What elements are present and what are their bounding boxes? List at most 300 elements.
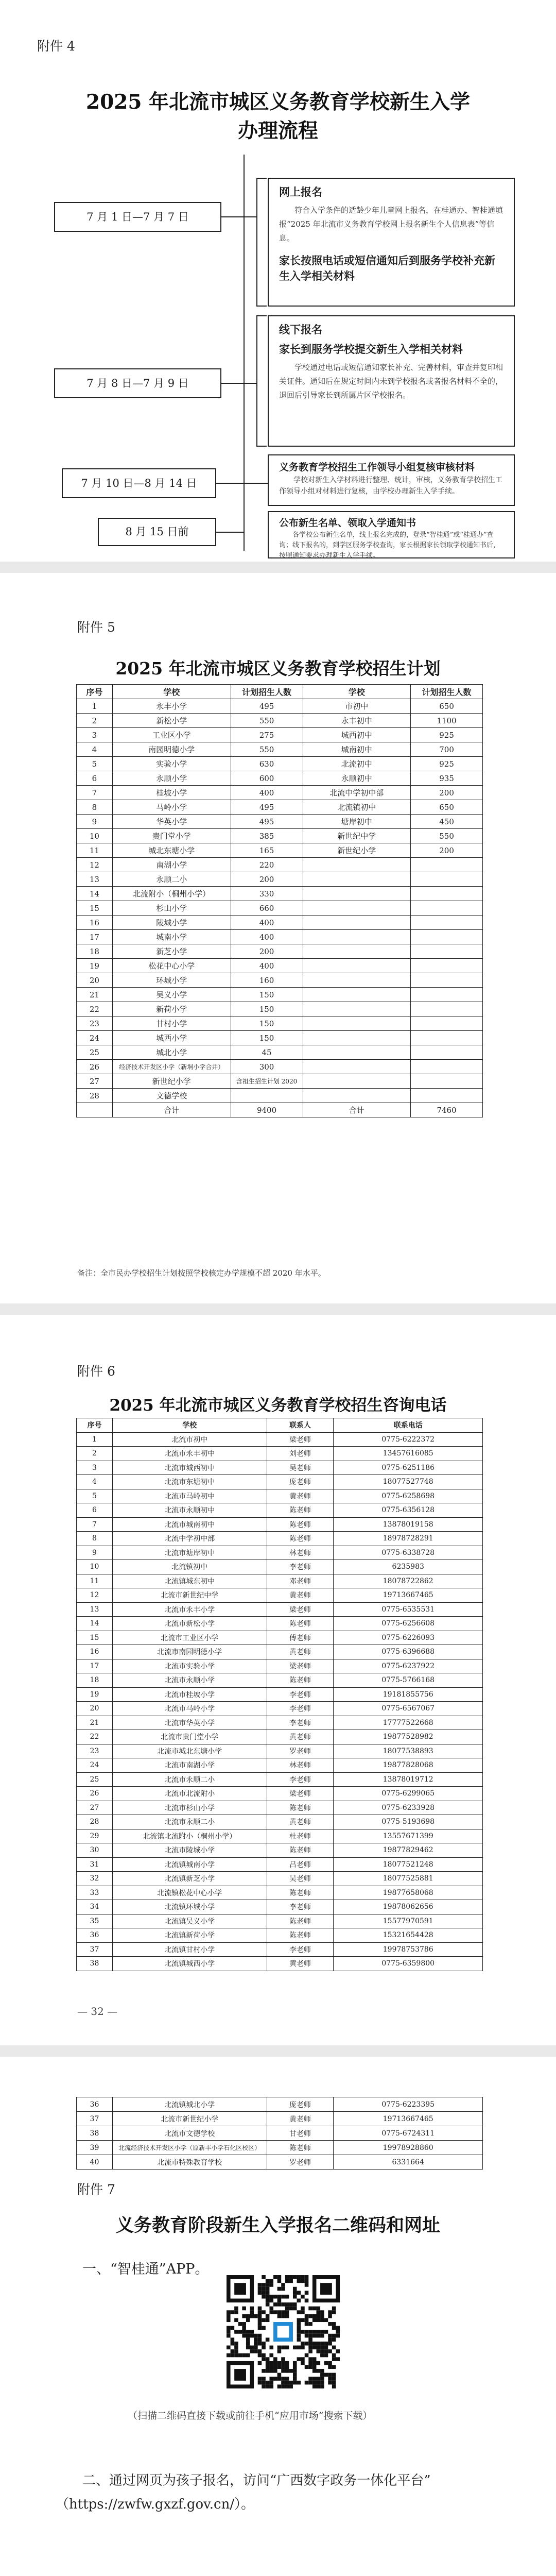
table-cell	[303, 916, 411, 930]
connector	[216, 532, 244, 533]
column-header: 学校	[112, 1418, 267, 1433]
item-web-line1: 二、通过网页为孩子报名，访问“广西数字政务一体化平台”	[82, 2473, 431, 2488]
table-row	[77, 1045, 483, 1060]
table-cell: 3	[77, 728, 113, 742]
table-cell: 17	[77, 1659, 113, 1673]
table-cell: 0775-6258698	[334, 1489, 483, 1503]
table-cell: 0775-6251186	[334, 1461, 483, 1475]
contact-table-continued	[76, 2097, 483, 2170]
table-cell: 黄老师	[267, 1730, 334, 1744]
table-cell: 200	[411, 843, 483, 858]
table-cell: 18	[77, 1673, 113, 1688]
table-cell	[411, 872, 483, 887]
table-cell: 陈老师	[267, 1673, 334, 1688]
table-cell	[411, 1016, 483, 1031]
page-title: 2025 年北流市城区义务教育学校招生咨询电话	[109, 1396, 447, 1415]
table-row	[77, 1829, 483, 1843]
table-cell: 24	[77, 1758, 113, 1773]
connector	[216, 483, 244, 484]
column-header: 联系人	[267, 1418, 334, 1433]
table-cell: 庞老师	[267, 2097, 334, 2112]
table-cell: 650	[411, 699, 483, 714]
table-cell: 660	[231, 901, 303, 916]
attachment-label: 附件 4	[37, 39, 75, 54]
table-cell	[231, 1089, 303, 1103]
table-cell	[411, 1002, 483, 1016]
table-row	[77, 1815, 483, 1829]
table-row	[77, 728, 483, 742]
table-cell	[411, 1074, 483, 1089]
table-cell: 28	[77, 1815, 113, 1829]
table-cell: 南园明德小学	[112, 742, 231, 757]
table-row	[77, 1031, 483, 1045]
table-cell: 陈老师	[267, 1503, 334, 1518]
table-cell: 18077527748	[334, 1475, 483, 1489]
table-cell: 李老师	[267, 1702, 334, 1716]
table-cell: 梁老师	[267, 1432, 334, 1447]
table-row	[77, 1673, 483, 1688]
table-cell: 925	[411, 728, 483, 742]
table-cell: 15577970591	[334, 1914, 483, 1928]
table-row	[77, 1900, 483, 1914]
table-cell: 13	[77, 872, 113, 887]
total-cell: 合计	[112, 1103, 231, 1117]
table-row	[77, 1074, 483, 1089]
table-cell: 0775-6223395	[334, 2097, 483, 2112]
timeline-line	[244, 155, 245, 551]
table-row	[77, 1461, 483, 1475]
table-cell: 1	[77, 699, 113, 714]
table-cell: 19877828068	[334, 1758, 483, 1773]
table-cell: 梁老师	[267, 1602, 334, 1617]
table-cell: 庞老师	[267, 1475, 334, 1489]
table-cell: 17	[77, 930, 113, 944]
table-row	[77, 757, 483, 771]
table-cell: 7	[77, 1517, 113, 1532]
table-row	[77, 714, 483, 728]
table-cell: 0775-6359800	[334, 1957, 483, 1971]
table-row	[77, 1574, 483, 1588]
table-cell: 7	[77, 786, 113, 800]
table-cell	[303, 901, 411, 916]
table-cell	[303, 1045, 411, 1060]
table-row	[77, 887, 483, 901]
table-cell: 15	[77, 901, 113, 916]
table-cell: 黄老师	[267, 1815, 334, 1829]
table-cell: 26	[77, 1787, 113, 1801]
table-row	[77, 2112, 483, 2126]
table-row	[77, 1617, 483, 1631]
table-cell: 4	[77, 742, 113, 757]
table-row	[77, 742, 483, 757]
page-enrollment-plan	[0, 573, 556, 1303]
table-cell: 3	[77, 1461, 113, 1475]
scan-note: （扫描二维码直接下载或前往手机“应用市场”搜索下载）	[128, 2410, 373, 2421]
table-cell: 李老师	[267, 1560, 334, 1574]
table-cell	[303, 1016, 411, 1031]
table-cell: 邓老师	[267, 1574, 334, 1588]
table-cell: 桂坡小学	[112, 786, 231, 800]
table-row	[77, 1546, 483, 1560]
table-cell: 495	[231, 699, 303, 714]
table-cell: 陈老师	[267, 1914, 334, 1928]
table-row	[77, 1659, 483, 1673]
table-cell: 新松小学	[112, 714, 231, 728]
table-cell: 6	[77, 771, 113, 786]
table-cell: 400	[231, 786, 303, 800]
table-cell	[303, 1074, 411, 1089]
table-row	[77, 1942, 483, 1957]
table-cell: 0775-6396688	[334, 1645, 483, 1659]
page-flowchart	[0, 0, 556, 562]
table-cell: 新荷小学	[112, 1002, 231, 1016]
table-cell: 永顺二小	[112, 872, 231, 887]
table-cell: 9	[77, 1546, 113, 1560]
table-cell: 吴老师	[267, 1461, 334, 1475]
table-cell: 150	[231, 1002, 303, 1016]
table-cell: 14	[77, 1617, 113, 1631]
table-cell: 2	[77, 714, 113, 728]
table-cell: 11	[77, 843, 113, 858]
table-cell: 新芝小学	[112, 944, 231, 959]
table-cell: 450	[411, 815, 483, 829]
table-cell: 陈老师	[267, 2141, 334, 2155]
table-cell: 李老师	[267, 1772, 334, 1787]
table-header-row	[77, 1418, 483, 1433]
table-header-row	[77, 685, 483, 699]
table-cell: 29	[77, 1829, 113, 1843]
table-cell: 永丰小学	[112, 699, 231, 714]
page-title: 义务教育阶段新生入学报名二维码和网址	[115, 2215, 440, 2236]
table-cell: 13878019712	[334, 1772, 483, 1787]
table-cell: 北流镇吴义小学	[112, 1914, 267, 1928]
table-cell	[411, 973, 483, 988]
table-cell: 0775-6299065	[334, 1787, 483, 1801]
table-cell: 0775-6724311	[334, 2126, 483, 2141]
table-cell: 16	[77, 1645, 113, 1659]
table-cell: 25	[77, 1045, 113, 1060]
table-cell: 城北小学	[112, 1045, 231, 1060]
column-header: 计划招生人数	[411, 685, 483, 699]
table-row	[77, 829, 483, 843]
table-cell: 经济技术开发区小学（新垌小学合并）	[112, 1060, 231, 1074]
table-cell: 甘老师	[267, 2126, 334, 2141]
table-row	[77, 1002, 483, 1016]
table-cell: 吴义小学	[112, 988, 231, 1002]
table-row	[77, 959, 483, 973]
table-cell: 495	[231, 815, 303, 829]
table-cell: 0775-6222372	[334, 1432, 483, 1447]
table-cell: 5	[77, 757, 113, 771]
table-cell: 陈老师	[267, 1928, 334, 1943]
table-cell: 925	[411, 757, 483, 771]
table-cell: 220	[231, 858, 303, 872]
table-cell: 城南小学	[112, 930, 231, 944]
table-cell: 北流镇初中	[303, 800, 411, 815]
table-cell: 28	[77, 1089, 113, 1103]
table-row	[77, 2126, 483, 2141]
table-row	[77, 1602, 483, 1617]
attachment-label: 附件 6	[77, 1364, 115, 1379]
table-cell: 18077521248	[334, 1857, 483, 1872]
table-cell: 城西小学	[112, 1031, 231, 1045]
table-cell: 新世纪中学	[303, 829, 411, 843]
table-row	[77, 1588, 483, 1603]
table-cell: 19877829462	[334, 1843, 483, 1858]
table-cell: 吴老师	[267, 1872, 334, 1886]
table-cell: 150	[231, 1031, 303, 1045]
table-cell: 15	[77, 1631, 113, 1645]
step-review	[268, 454, 515, 506]
column-header: 序号	[77, 685, 113, 699]
table-row	[77, 1702, 483, 1716]
table-cell: 北流市新松小学	[112, 1617, 267, 1631]
attachment-label: 附件 7	[77, 2182, 115, 2197]
table-cell: 吕老师	[267, 1857, 334, 1872]
table-cell: 北流市贵门堂小学	[112, 1730, 267, 1744]
total-cell: 7460	[411, 1103, 483, 1117]
table-cell: 19713667465	[334, 2112, 483, 2126]
enrollment-plan-table	[76, 684, 483, 1117]
table-cell: 陈老师	[267, 1517, 334, 1532]
table-cell	[411, 1031, 483, 1045]
table-cell	[411, 1089, 483, 1103]
table-cell: 0775-6356128	[334, 1503, 483, 1518]
table-row	[77, 930, 483, 944]
table-cell	[303, 858, 411, 872]
table-cell: 550	[231, 714, 303, 728]
table-cell: 9	[77, 815, 113, 829]
table-row	[77, 2155, 483, 2170]
table-cell: 马岭小学	[112, 800, 231, 815]
table-cell: 40	[77, 2155, 113, 2170]
table-cell: 文德学校	[112, 1089, 231, 1103]
table-cell: 城南初中	[303, 742, 411, 757]
table-cell	[303, 1002, 411, 1016]
page-title-line2: 办理流程	[237, 119, 318, 143]
table-cell	[411, 988, 483, 1002]
table-cell: 0775-5193698	[334, 1815, 483, 1829]
table-cell: 黄老师	[267, 1957, 334, 1971]
table-cell: 陈老师	[267, 1617, 334, 1631]
table-cell: 200	[231, 944, 303, 959]
page-contact-phones	[0, 1315, 556, 2045]
table-cell: 永顺小学	[112, 771, 231, 786]
table-cell	[303, 959, 411, 973]
table-cell: 黄老师	[267, 2112, 334, 2126]
table-cell: 27	[77, 1801, 113, 1815]
date-box-2: 7 月 8 日—7 月 9 日	[54, 368, 221, 398]
table-cell: 39	[77, 2141, 113, 2155]
date-box-1: 7 月 1 日—7 月 7 日	[54, 202, 221, 232]
table-cell: 林老师	[267, 1758, 334, 1773]
table-cell: 陈老师	[267, 1886, 334, 1900]
bracket	[256, 315, 267, 447]
table-row	[77, 872, 483, 887]
table-row	[77, 858, 483, 872]
table-cell: 27	[77, 1074, 113, 1089]
table-cell: 陈老师	[267, 1801, 334, 1815]
table-row	[77, 771, 483, 786]
table-cell: 2	[77, 1447, 113, 1461]
table-cell: 38	[77, 2126, 113, 2141]
table-cell	[411, 916, 483, 930]
table-cell: 45	[231, 1045, 303, 1060]
table-cell: 4	[77, 1475, 113, 1489]
table-cell: 630	[231, 757, 303, 771]
table-cell: 22	[77, 1730, 113, 1744]
item-web-line2[interactable]: （https://zwfw.gxzf.gov.cn/）。	[56, 2497, 255, 2512]
table-cell: 330	[231, 887, 303, 901]
item-app: 一、“智桂通”APP。	[82, 2261, 209, 2277]
table-cell: 北流中学初中部	[112, 1532, 267, 1546]
table-cell	[411, 930, 483, 944]
table-cell: 0775-6226093	[334, 1631, 483, 1645]
table-cell: 17777522668	[334, 1716, 483, 1730]
table-cell: 8	[77, 1532, 113, 1546]
table-cell: 19181855756	[334, 1687, 483, 1702]
table-cell: 林老师	[267, 1546, 334, 1560]
table-cell: 北流中学初中部	[303, 786, 411, 800]
table-cell: 北流市永顺初中	[112, 1503, 267, 1518]
connector	[244, 216, 257, 217]
table-cell: 北流镇城北小学	[112, 2097, 267, 2112]
table-cell: 工业区小学	[112, 728, 231, 742]
table-row	[77, 2097, 483, 2112]
table-cell: 0775-5766168	[334, 1673, 483, 1688]
table-cell: 塘岸初中	[303, 815, 411, 829]
table-cell: 19978753786	[334, 1942, 483, 1957]
table-row	[77, 1631, 483, 1645]
table-cell: 新世纪小学	[303, 843, 411, 858]
table-cell: 200	[411, 786, 483, 800]
table-cell	[411, 959, 483, 973]
table-cell: 26	[77, 1060, 113, 1074]
column-header: 序号	[77, 1418, 113, 1433]
table-cell: 160	[231, 973, 303, 988]
table-cell: 19713667465	[334, 1588, 483, 1603]
table-row	[77, 1089, 483, 1103]
table-row	[77, 1787, 483, 1801]
table-cell: 150	[231, 988, 303, 1002]
table-cell: 北流镇城西小学	[112, 1957, 267, 1971]
table-cell: 北流镇北流附小（桐州小学）	[112, 1829, 267, 1843]
item-web	[56, 2469, 509, 2516]
table-cell: 北流市永顺二小	[112, 1772, 267, 1787]
table-cell: 6235983	[334, 1560, 483, 1574]
table-row	[77, 2141, 483, 2155]
table-row	[77, 1517, 483, 1532]
table-cell: 北流市桂坡小学	[112, 1687, 267, 1702]
table-cell: 275	[231, 728, 303, 742]
table-row	[77, 1801, 483, 1815]
table-cell: 0775-6237922	[334, 1659, 483, 1673]
table-cell: 北流市城南初中	[112, 1517, 267, 1532]
table-cell	[303, 930, 411, 944]
table-row	[77, 843, 483, 858]
step-subheading: 家长到服务学校提交新生入学相关材料	[279, 343, 463, 355]
table-row	[77, 1503, 483, 1518]
table-cell: 33	[77, 1886, 113, 1900]
table-cell: 34	[77, 1900, 113, 1914]
table-cell: 北流市北流附小	[112, 1787, 267, 1801]
table-row	[77, 786, 483, 800]
table-row	[77, 815, 483, 829]
table-cell: 20	[77, 1702, 113, 1716]
page-number: — 32 —	[77, 2005, 118, 2018]
table-cell: 北流附小（桐州小学）	[112, 887, 231, 901]
table-cell: 北流初中	[303, 757, 411, 771]
page-title: 2025 年北流市城区义务教育学校新生入学	[85, 90, 471, 114]
qr-code-icon[interactable]	[227, 2275, 340, 2388]
table-cell: 200	[231, 872, 303, 887]
table-cell: 北流市永丰初中	[112, 1447, 267, 1461]
table-cell: 李老师	[267, 1716, 334, 1730]
table-cell: 梁老师	[267, 1787, 334, 1801]
table-row	[77, 1060, 483, 1074]
table-cell: 陈老师	[267, 1843, 334, 1858]
table-cell: 38	[77, 1957, 113, 1971]
table-cell: 北流镇新芝小学	[112, 1872, 267, 1886]
table-cell: 0775-6535531	[334, 1602, 483, 1617]
table-cell: 18	[77, 944, 113, 959]
table-cell: 北流市新世纪中学	[112, 1588, 267, 1603]
table-cell	[411, 944, 483, 959]
table-cell: 北流镇甘村小学	[112, 1942, 267, 1957]
table-cell: 黄老师	[267, 1588, 334, 1603]
table-cell: 北流市初中	[112, 1432, 267, 1447]
table-cell: 14	[77, 887, 113, 901]
bracket	[256, 178, 267, 307]
table-row	[77, 901, 483, 916]
table-cell: 13557671399	[334, 1829, 483, 1843]
table-cell: 南湖小学	[112, 858, 231, 872]
table-row	[77, 973, 483, 988]
table-cell: 37	[77, 1942, 113, 1957]
table-row	[77, 1886, 483, 1900]
column-header: 计划招生人数	[231, 685, 303, 699]
table-cell: 550	[231, 742, 303, 757]
table-cell: 北流市特殊教育学校	[112, 2155, 267, 2170]
table-cell: 11	[77, 1574, 113, 1588]
table-cell: 北流市文德学校	[112, 2126, 267, 2141]
table-cell: 李老师	[267, 1900, 334, 1914]
table-cell: 北流市城北东塘小学	[112, 1744, 267, 1758]
table-cell: 甘村小学	[112, 1016, 231, 1031]
table-cell: 北流经济技术开发区小学（原新丰小学石化区校区）	[112, 2141, 267, 2155]
table-cell: 北流市塘岸初中	[112, 1546, 267, 1560]
table-cell: 25	[77, 1772, 113, 1787]
table-cell: 北流市永顺二小	[112, 1815, 267, 1829]
table-cell: 北流镇城南小学	[112, 1857, 267, 1872]
table-cell: 5	[77, 1489, 113, 1503]
table-cell: 935	[411, 771, 483, 786]
table-row	[77, 1872, 483, 1886]
table-cell	[411, 1045, 483, 1060]
table-row	[77, 944, 483, 959]
table-cell: 北流市工业区小学	[112, 1631, 267, 1645]
table-row	[77, 1928, 483, 1943]
table-cell	[77, 1103, 113, 1117]
table-row	[77, 1758, 483, 1773]
table-cell: 23	[77, 1016, 113, 1031]
table-cell: 32	[77, 1872, 113, 1886]
table-cell: 37	[77, 2112, 113, 2126]
table-cell	[411, 858, 483, 872]
connector	[221, 383, 244, 384]
table-row	[77, 1843, 483, 1858]
table-row	[77, 1432, 483, 1447]
